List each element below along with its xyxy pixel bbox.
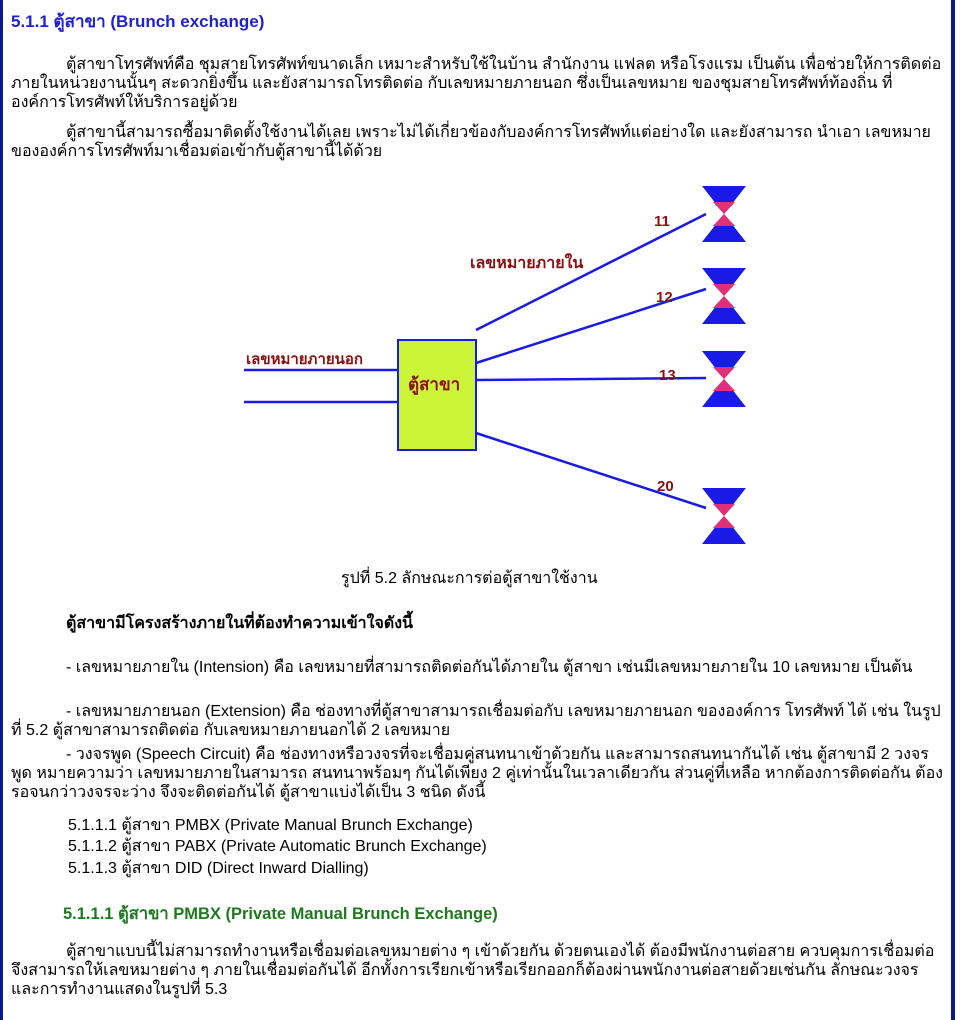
extension-line-11 [476, 214, 706, 330]
type-item-did: 5.1.1.3 ตู้สาขา DID (Direct Inward Dialling) [68, 860, 369, 877]
structure-item-speech-circuit: - วงจรพูด (Speech Circuit) คือ ช่องทางหรือวงจรที่จะเชื่อมคู่สนทนาเข้าด้วยกัน และสามารถสนทนากันได้ เช่น ตู้สาขามี 2 วงจรพูด หมายความว่า เลขหมายภายในสามารถ สนทนาพร้อมๆ กันได้เพียง 2 คู่เท่านั้นในเวลาเดียวกัน ส่วนคู่ที่เหลือ หากต้องการติดต่อกัน ต้องรอจนกว่าวงจรจะว่าง จึงจะติดต่อกันได้ ตู้สาขาแบ่งได้เป็น 3 ชนิด ดังนี้ [11, 746, 943, 801]
structure-item-internal: - เลขหมายภายใน (Intension) คือ เลขหมายที่สามารถติดต่อกันได้ภายใน ตู้สาขา เช่นมีเลขหมายภายใน 10 เลขหมาย เป็นต้น [66, 659, 913, 676]
internal-numbers-label: เลขหมายภายใน [470, 255, 584, 272]
phone-terminal-12-icon [702, 268, 746, 324]
extension-number-12: 12 [656, 289, 673, 306]
branch-exchange-label: ตู้สาขา [408, 375, 461, 394]
structure-item-external: - เลขหมายภายนอก (Extension) คือ ช่องทางที่ตู้สาขาสามารถเชื่อมต่อกับ เลขหมายภายนอก ขององค์การ โทรศัพท์ ได้ เช่น ในรูปที่ 5.2 ตู้สาขาสามารถติดต่อ กับเลขหมายภายนอกได้ 2 เลขหมาย [11, 703, 941, 739]
type-item-pabx: 5.1.1.2 ตู้สาขา PABX (Private Automatic Brunch Exchange) [68, 838, 487, 855]
extension-number-13: 13 [659, 367, 676, 384]
type-item-pmbx: 5.1.1.1 ตู้สาขา PMBX (Private Manual Brunch Exchange) [68, 817, 473, 834]
external-numbers-label: เลขหมายภายนอก [246, 351, 364, 368]
pmbx-paragraph: ตู้สาขาแบบนี้ไม่สามารถทำงานหรือเชื่อมต่อเลขหมายต่าง ๆ เข้าด้วยกัน ด้วยตนเองได้ ต้องมีพนักงานต่อสาย ควบคุมการเชื่อมต่อจึงสามารถให้เลขหมายต่าง ๆ ภายในเชื่อมต่อกันได้ อีกทั้งการเรียกเข้าหรือเรียกออกก็ต้องผ่านพนักงานต่อสายด้วยเช่นกัน ลักษณะวงจรและการทำงานแสดงในรูปที่ 5.3 [11, 943, 935, 998]
branch-exchange-diagram [236, 180, 756, 555]
figure-caption: รูปที่ 5.2 ลักษณะการต่อตู้สาขาใช้งาน [341, 570, 598, 587]
phone-terminal-11-icon [702, 186, 746, 242]
extension-number-20: 20 [657, 478, 674, 495]
intro-paragraph-1: ตู้สาขาโทรศัพท์คือ ชุมสายโทรศัพท์ขนาดเล็ก เหมาะสำหรับใช้ในบ้าน สำนักงาน แฟลต หรือโรงแรม เป็นต้น เพื่อช่วยให้การติดต่อภายในหน่วยงานนั้นๆ สะดวกยิ่งขึ้น และยังสามารถโทรติดต่อ กับเลขหมายภายนอก ซึ่งเป็นเลขหมาย ของชุมสายโทรศัพท์ท้องถิ่น ที่องค์การโทรศัพท์ให้บริการอยู่ด้วย [11, 56, 942, 111]
extension-number-11: 11 [654, 213, 670, 230]
branch-exchange-box [398, 340, 476, 450]
pmbx-heading: 5.1.1.1 ตู้สาขา PMBX (Private Manual Brunch Exchange) [63, 905, 498, 923]
phone-terminal-13-icon [702, 351, 746, 407]
section-title: 5.1.1 ตู้สาขา (Brunch exchange) [11, 12, 265, 31]
extension-line-20 [476, 433, 706, 508]
intro-paragraph-2: ตู้สาขานี้สามารถซื้อมาติดตั้งใช้งานได้เลย เพราะไม่ได้เกี่ยวข้องกับองค์การโทรศัพท์แต่อย่างใด และยังสามารถ นำเอา เลขหมายขององค์การโทรศัพท์มาเชื่อมต่อเข้ากับตู้สาขานี้ได้ด้วย [11, 124, 931, 160]
structure-heading: ตู้สาขามีโครงสร้างภายในที่ต้องทำความเข้าใจดังนี้ [66, 615, 413, 632]
phone-terminal-20-icon [702, 488, 746, 544]
